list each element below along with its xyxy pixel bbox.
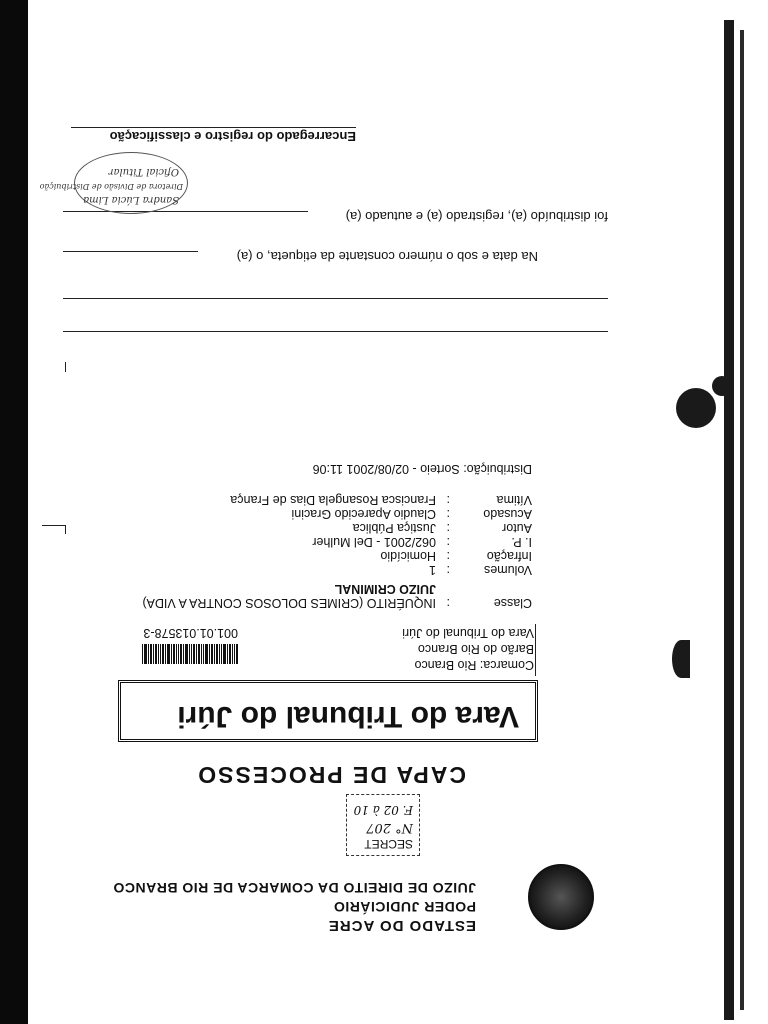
signature-line (71, 127, 356, 128)
location-bairro: Barão do Rio Branco (417, 642, 534, 656)
classe-value-sub: JUIZO CRIMINAL (334, 582, 436, 596)
autor-label: Autor (502, 521, 532, 535)
ip-value: 062/2001 - Del Mulher (312, 535, 436, 549)
acusado-label: Acusado (483, 507, 532, 521)
stamp-number: N° 207 (366, 820, 413, 835)
autor-value: Justiça Pública (352, 521, 436, 535)
court-name: Vara do Tribunal do Júri (177, 700, 519, 733)
footer-na-data: Na data e sob o número constante da etiqueta, o (a) (236, 249, 538, 264)
infracao-value: Homicídio (380, 549, 436, 563)
acusado-value: Claudio Aparecido Gracini (291, 507, 436, 521)
location-vara: Vara do Tribunal do Júri (402, 626, 534, 640)
blank-line (63, 211, 308, 212)
volumes-label: Volumes (484, 563, 532, 577)
classe-label: Classe (493, 596, 532, 610)
signature-title: Oficial Titular (108, 166, 179, 177)
blank-line (63, 251, 198, 252)
signature-name: Sandra Lúcia Lima (83, 194, 179, 205)
process-number: 001.01.013578-3 (143, 626, 238, 640)
page-title: CAPA DE PROCESSO (196, 762, 466, 788)
header-branch: PODER JUDICIÁRIO (333, 899, 476, 915)
location-rule (535, 624, 536, 676)
process-barcode (128, 644, 238, 664)
blank-line (63, 298, 608, 299)
court-name-box (118, 680, 538, 742)
blank-line (63, 331, 608, 332)
corner-mark (42, 525, 66, 526)
volumes-value: 1 (429, 563, 436, 577)
distribution-info: Distribuição: Sorteio - 02/08/2001 11:06 (312, 462, 532, 476)
signature-role: Diretora de Divisão de Distribuição (39, 182, 183, 191)
corner-mark (65, 526, 66, 534)
ip-label: I. P. (511, 535, 532, 549)
corner-mark (65, 362, 66, 372)
classe-value: INQUÉRITO (CRIMES DOLOSOS CONTRA A VIDA) (142, 596, 436, 610)
vitima-label: Vítima (496, 493, 532, 507)
coat-of-arms-icon (528, 864, 594, 930)
signature-stamp (39, 152, 188, 214)
stamp-secret: SECRET (364, 837, 413, 851)
header-state: ESTADO DO ACRE (327, 917, 476, 934)
footer-foi-distribuido: foi distribuído (a), registrado (a) e autuado (a) (345, 209, 608, 224)
page-stamp (346, 794, 420, 856)
process-cover-form: ESTADO DO ACRE PODER JUDICIÁRIO JUIZO DE DIREITO DA COMARCA DE RIO BRANCO SECRET N° 207 F. 02 à 10 CAPA DE PROCESSO Vara do Tribunal do Júri Comarca: Rio Branco Barão do Rio Branco Vara do Tribunal do Júri 001.01.013578-3 Classe : INQUÉRITO (CRIMES DOLOSOS CONTRA A VIDA) JUIZO CRIMINAL Volumes : 1 Infração : Homicídio I. P. : 062/2001 - Del Mulher Autor : Justiça Pública Acusado : Claudio Aparecido Gracini Vítima : Francisca Rosangela Dias de França Distribuição: Sorteio - 02/08/2001 11:06 Na data e sob o número constante da etiqueta, o (a) foi distribuído (a), registrado (a) e autuado (a) Sandra Lúcia Lima Diretora de Divisão de Distribuição Oficial Titular Encarregado do registro e classificação (39, 129, 608, 934)
stamp-pages: F. 02 à 10 (353, 803, 413, 817)
header-court: JUIZO DE DIREITO DA COMARCA DE RIO BRANCO (113, 880, 476, 896)
infracao-label: Infração (486, 549, 532, 563)
footer-encarregado: Encarregado do registro e classificação (109, 129, 356, 144)
location-comarca: Comarca: Rio Branco (414, 658, 534, 672)
vitima-value: Francisca Rosangela Dias de França (230, 493, 436, 507)
